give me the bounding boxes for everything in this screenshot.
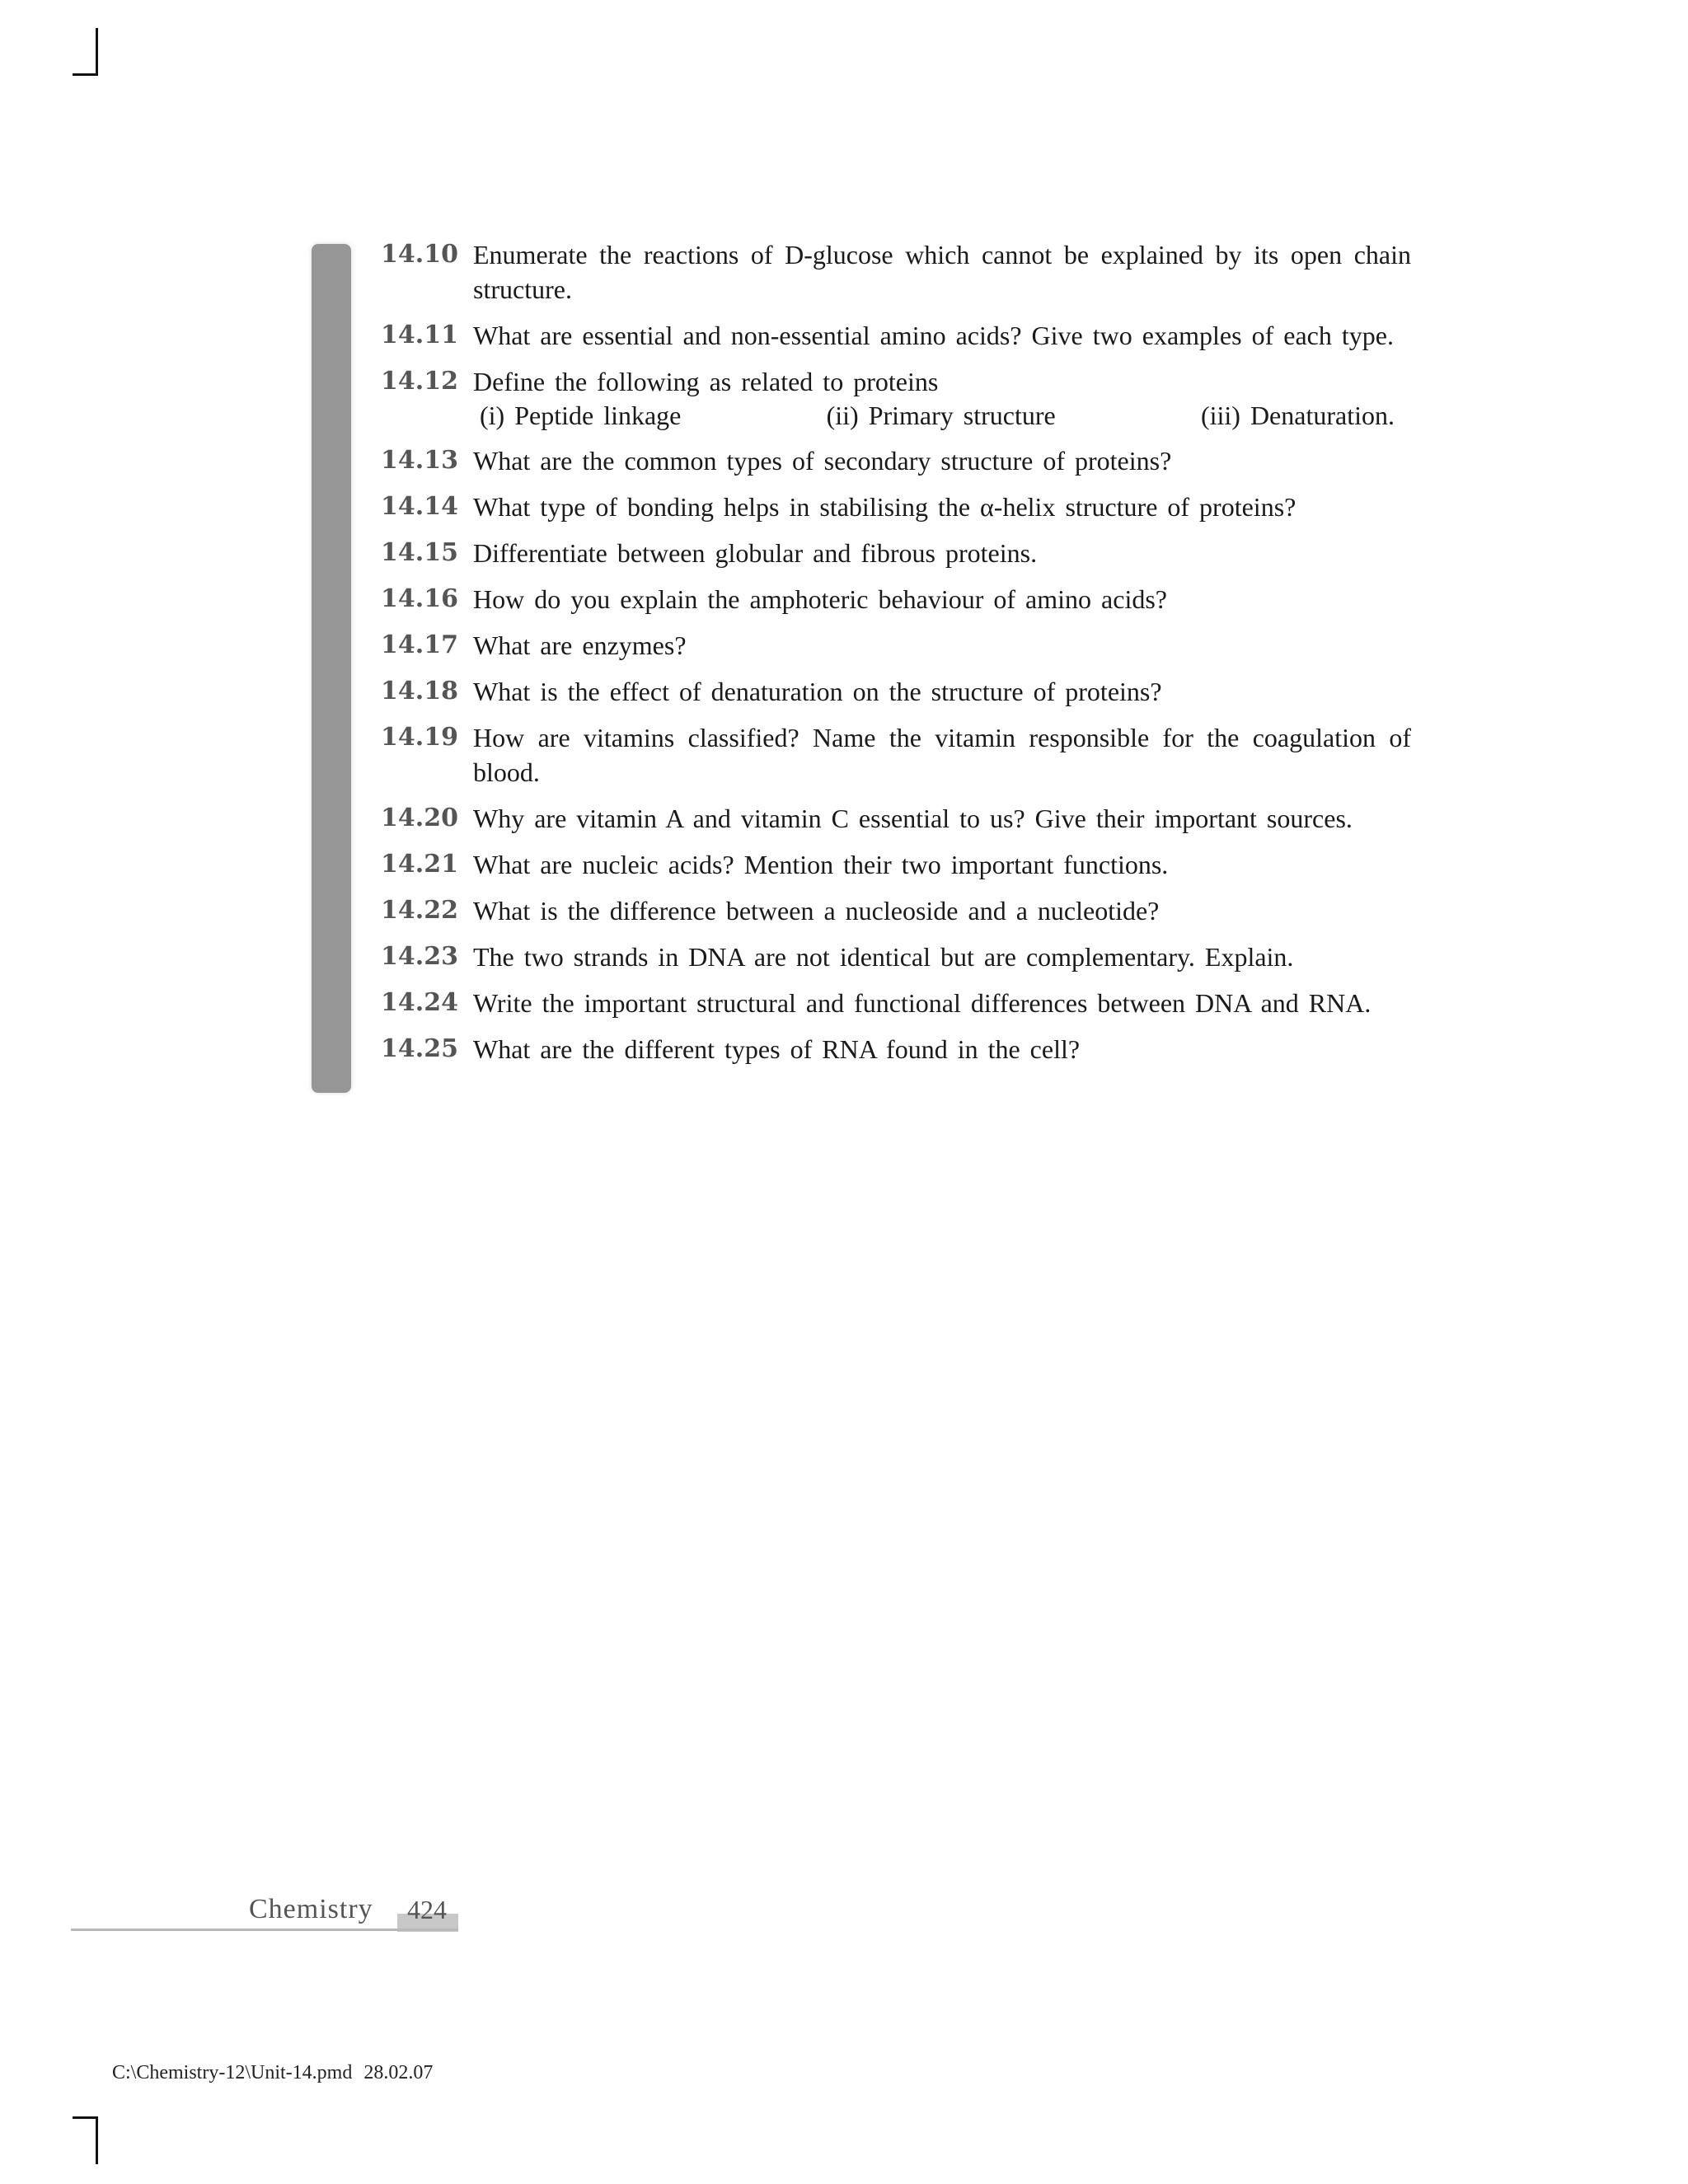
question-number: 14.16 [381,584,458,613]
question-number: 14.25 [381,1034,458,1063]
question-item [381,720,1411,790]
question-number: 14.19 [381,723,458,752]
question-item [381,847,1411,882]
question-text: How do you explain the amphoteric behaviour of amino acids? [473,584,1167,614]
question-number: 14.15 [381,538,458,567]
question-number: 14.13 [381,446,458,475]
file-date: 28.02.07 [363,2062,434,2083]
question-text: Write the important structural and functional differences between DNA and RNA. [473,988,1372,1018]
sub-item: (iii) Denaturation. [1200,401,1395,430]
question-number: 14.21 [381,850,458,879]
question-number: 14.10 [381,240,458,269]
file-path: C:\Chemistry-12\Unit-14.pmd [112,2062,353,2083]
question-item [381,490,1411,524]
question-item [381,986,1411,1020]
question-body [473,364,1411,432]
question-text: What are nucleic acids? Mention their two important functions. [473,850,1169,879]
question-number: 14.18 [381,677,458,705]
question-number: 14.22 [381,896,458,925]
question-text: How are vitamins classified? Name the vitamin responsible for the coagulation of blood. [473,723,1411,787]
question-item [381,318,1411,353]
sub-item-list [473,399,1411,432]
question-text: Why are vitamin A and vitamin C essential to us? Give their important sources. [473,804,1353,833]
question-text: What are the common types of secondary structure of proteins? [473,446,1172,476]
side-bar-decoration [312,244,351,1093]
question-number: 14.17 [381,630,458,659]
question-item [381,893,1411,928]
footer-book-title: Chemistry [249,1894,373,1924]
question-number: 14.20 [381,804,458,832]
question-text: What is the effect of denaturation on the structure of proteins? [473,677,1162,706]
question-number: 14.12 [381,367,458,396]
question-item [381,237,1411,307]
question-text: Define the following as related to proteins [473,367,939,396]
question-item [381,443,1411,478]
question-number: 14.11 [381,321,458,349]
question-text: The two strands in DNA are not identical but are complementary. Explain. [473,942,1294,972]
footer-rule [71,1929,458,1931]
crop-mark-bottom [73,2116,98,2164]
question-number: 14.14 [381,492,458,521]
question-item [381,364,1411,432]
question-list [381,237,1411,1078]
question-item [381,628,1411,663]
question-text: What are enzymes? [473,630,687,660]
question-item [381,940,1411,974]
question-text: What are essential and non-essential amino acids? Give two examples of each type. [473,321,1394,350]
footer-page-number: 424 [407,1895,447,1924]
question-item [381,582,1411,616]
question-item [381,1032,1411,1066]
question-number: 14.24 [381,988,458,1017]
question-text: Differentiate between globular and fibrous proteins. [473,538,1038,568]
question-text: What is the difference between a nucleoside and a nucleotide? [473,896,1160,926]
question-text: Enumerate the reactions of D-glucose which cannot be explained by its open chain structure. [473,240,1411,304]
question-text: What type of bonding helps in stabilising the α-helix structure of proteins? [473,492,1296,522]
question-item [381,536,1411,570]
crop-mark-top [73,28,98,76]
question-item [381,801,1411,836]
file-info [112,2062,433,2084]
question-item [381,674,1411,709]
sub-item: (ii) Primary structure [826,401,1056,430]
question-number: 14.23 [381,942,458,971]
question-text: What are the different types of RNA found in the cell? [473,1034,1081,1064]
sub-item: (i) Peptide linkage [480,401,682,430]
